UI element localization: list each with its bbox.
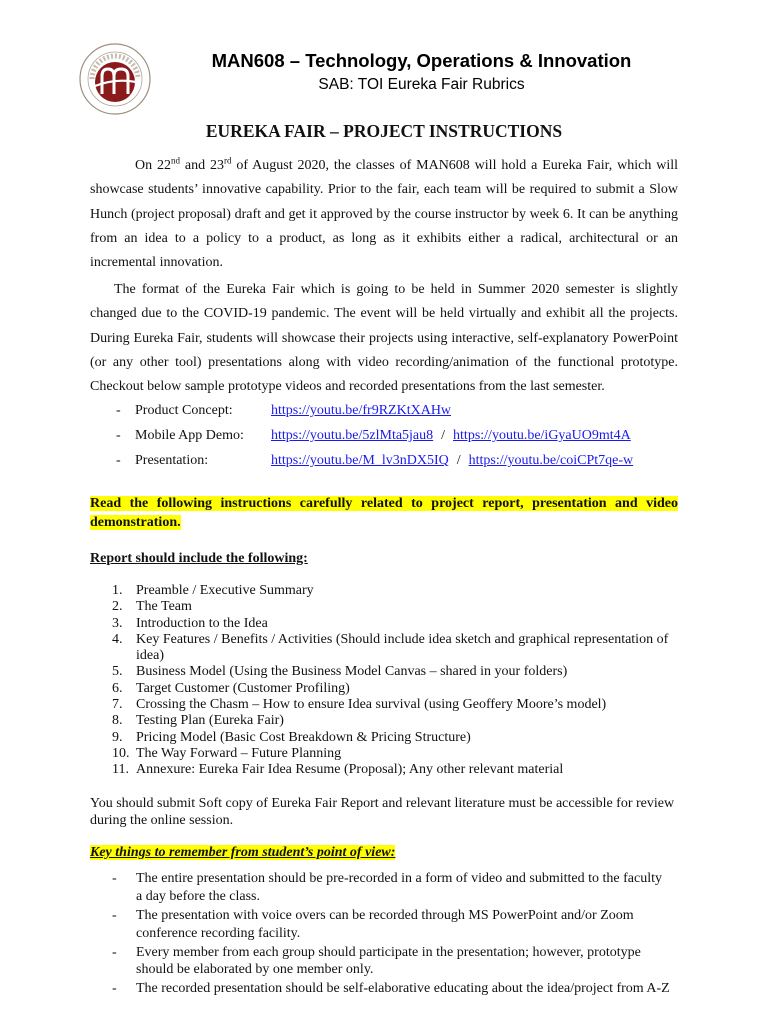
highlighted-instruction: Read the following instructions carefully related to project report, presentation and video demonstration. (90, 496, 678, 530)
link-row-product-concept (116, 403, 451, 425)
list-item: 7. Crossing the Chasm – How to ensure Idea survival (using Geoffery Moore’s model) (112, 697, 607, 713)
list-item: 3. Introduction to the Idea (112, 615, 268, 631)
document-title: EUREKA FAIR – PROJECT INSTRUCTIONS (205, 121, 563, 141)
link-separator: / (441, 428, 446, 443)
list-item: 1. Preamble / Executive Summary (112, 583, 314, 598)
list-dash: - (116, 453, 121, 468)
list-item: - The entire presentation should be pre-recorded in a form of video and submitted to the faculty a day before the class. (112, 871, 662, 904)
link-label: Presentation: (135, 453, 209, 468)
list-item: - Every member from each group should participate in the presentation; however, prototype should be elaborated by one member only. (112, 944, 641, 978)
mobile-app-demo-link-2[interactable]: https://youtu.be/iGyaUO9mt4A (453, 428, 631, 443)
link-row-mobile-app-demo (116, 428, 631, 450)
report-items-list (112, 583, 680, 779)
link-row-presentation (116, 453, 633, 475)
list-item: - The recorded presentation should be self-elaborative educating about the idea/project from A-Z (112, 981, 670, 997)
list-item: 4. Key Features / Benefits / Activities (Should include idea sketch and graphical representation of idea) (112, 631, 669, 664)
list-item: 2. The Team (112, 599, 192, 615)
link-separator: / (456, 453, 461, 468)
link-label: Product Concept: (135, 403, 233, 418)
key-things-list (112, 870, 670, 999)
list-item: 6. Target Customer (Customer Profiling) (112, 680, 350, 696)
submission-note: You should submit Soft copy of Eureka Fair Report and relevant literature must be accessible for review during the online session. (90, 796, 675, 828)
format-paragraph: The format of the Eureka Fair which is going to be held in Summer 2020 semester is slightly changed due to the COVID-19 pandemic. The event will be held virtually and exhibit all the projects. During Eureka Fair, students will showcase their projects using interactive, self-explanatory PowerPoint (or any other tool) presentations along with video recording/animation of the functional prototype. Checkout below sample prototype videos and recorded presentations from the last semester. (90, 282, 678, 395)
list-item: 9. Pricing Model (Basic Cost Breakdown & Pricing Structure) (112, 729, 471, 745)
header-title: MAN608 – Technology, Operations & Innovation (211, 50, 632, 71)
link-label: Mobile App Demo: (135, 428, 244, 443)
list-item: 11. Annexure: Eureka Fair Idea Resume (Proposal); Any other relevant material (112, 762, 564, 778)
list-item: 10. The Way Forward – Future Planning (112, 745, 342, 761)
mobile-app-demo-link-1[interactable]: https://youtu.be/5zlMta5jau8 (271, 428, 434, 443)
intro-paragraph: On 22nd and 23rd of August 2020, the classes of MAN608 will hold a Eureka Fair, which will showcase students’ innovative capability. Prior to the fair, each team will be required to submit a Slow Hunch (project proposal) draft and get it approved by the course instructor by week 6. It can be anything from an idea to a policy to a product, as long as it exhibits either a radical, architectural or an incremental innovation. (90, 155, 678, 271)
list-item: - The presentation with voice overs can be recorded through MS PowerPoint and/or Zoom conference recording facility. (112, 907, 634, 941)
list-item: 8. Testing Plan (Eureka Fair) (112, 713, 284, 729)
report-heading: Report should include the following: (90, 551, 308, 566)
list-dash: - (116, 428, 121, 443)
key-things-heading: Key things to remember from student’s point of view: (90, 845, 396, 860)
presentation-video-link-1[interactable]: https://youtu.be/M_lv3nDX5IQ (271, 453, 449, 468)
list-item: 5. Business Model (Using the Business Model Canvas – shared in your folders) (112, 664, 568, 680)
product-concept-video-link[interactable]: https://youtu.be/fr9RZKtXAHw (271, 403, 452, 418)
header-subtitle: SAB: TOI Eureka Fair Rubrics (318, 76, 525, 93)
list-dash: - (116, 403, 121, 418)
presentation-video-link-2[interactable]: https://youtu.be/coiCPt7qe-w (468, 453, 634, 468)
